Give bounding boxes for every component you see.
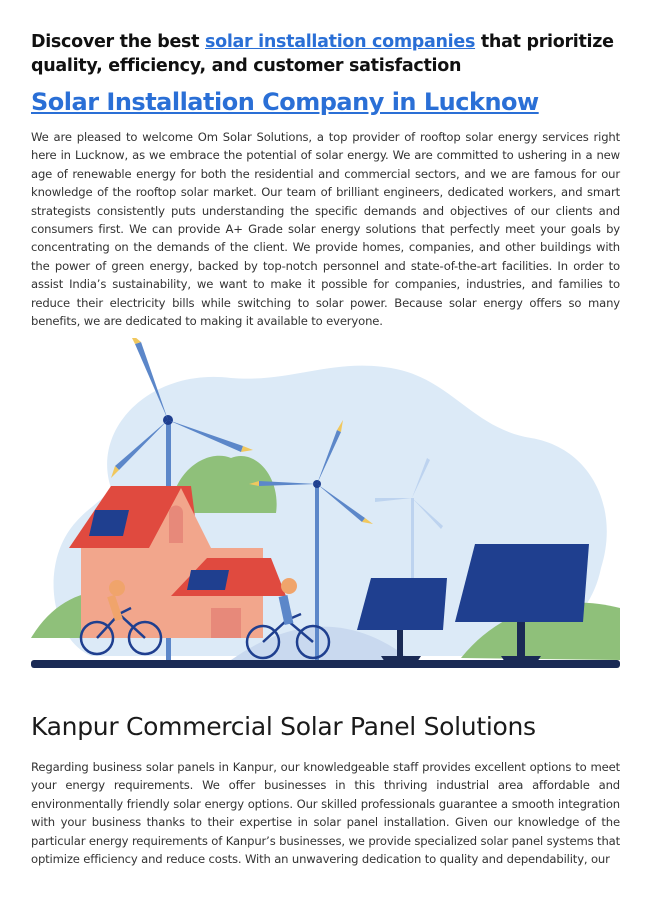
- solar-companies-link[interactable]: solar installation companies: [205, 32, 476, 52]
- ground-line: [31, 660, 620, 668]
- lucknow-paragraph: We are pleased to welcome Om Solar Solutions, a top provider of rooftop solar energy services right here in Lucknow, as we embrace the potential of solar energy. We are committed to ushering in a new age of renewable energy for both the residential and commercial sectors, and we are famous for our knowledge of the rooftop solar market. Our team of brilliant engineers, dedicated workers, and smart strategists consistently puts understanding the specific demands and objectives of our clients and consumers first. We can provide A+ Grade solar energy solutions that perfectly meet your goals by concentrating on the demands of the client. We provide homes, companies, and other buildings with the power of green energy, backed by top-notch personnel and state-of-the-art facilities. In order to assist India’s sustainability, we want to make it possible for companies, industries, and families to reduce their electricity bills while switching to solar power. Because solar energy offers so many benefits, we are dedicated to making it available to everyone.: [31, 130, 620, 329]
- intro-line: [31, 30, 620, 78]
- lucknow-heading-link[interactable]: Solar Installation Company in Lucknow: [31, 88, 539, 116]
- kanpur-paragraph: Regarding business solar panels in Kanpur, our knowledgeable staff provides excellent options to meet your energy requirements. We offer businesses in this thriving industrial area affordable and environmentally friendly solar energy options. Our skilled professionals guarantee a smooth integration with your business thanks to their expertise in solar panel installation. Given our knowledge of the particular energy requirements of Kanpur’s businesses, we provide specialized solar panel systems that optimize efficiency and reduce costs. With an unwavering dedication to quality and dependability, our: [31, 760, 620, 867]
- intro-prefix: Discover the best: [31, 32, 205, 52]
- solar-illustration: [31, 338, 620, 670]
- intro-suffix: that prioritize quality, efficiency, and customer satisfaction: [31, 32, 614, 76]
- kanpur-heading: Kanpur Commercial Solar Panel Solutions: [31, 712, 536, 741]
